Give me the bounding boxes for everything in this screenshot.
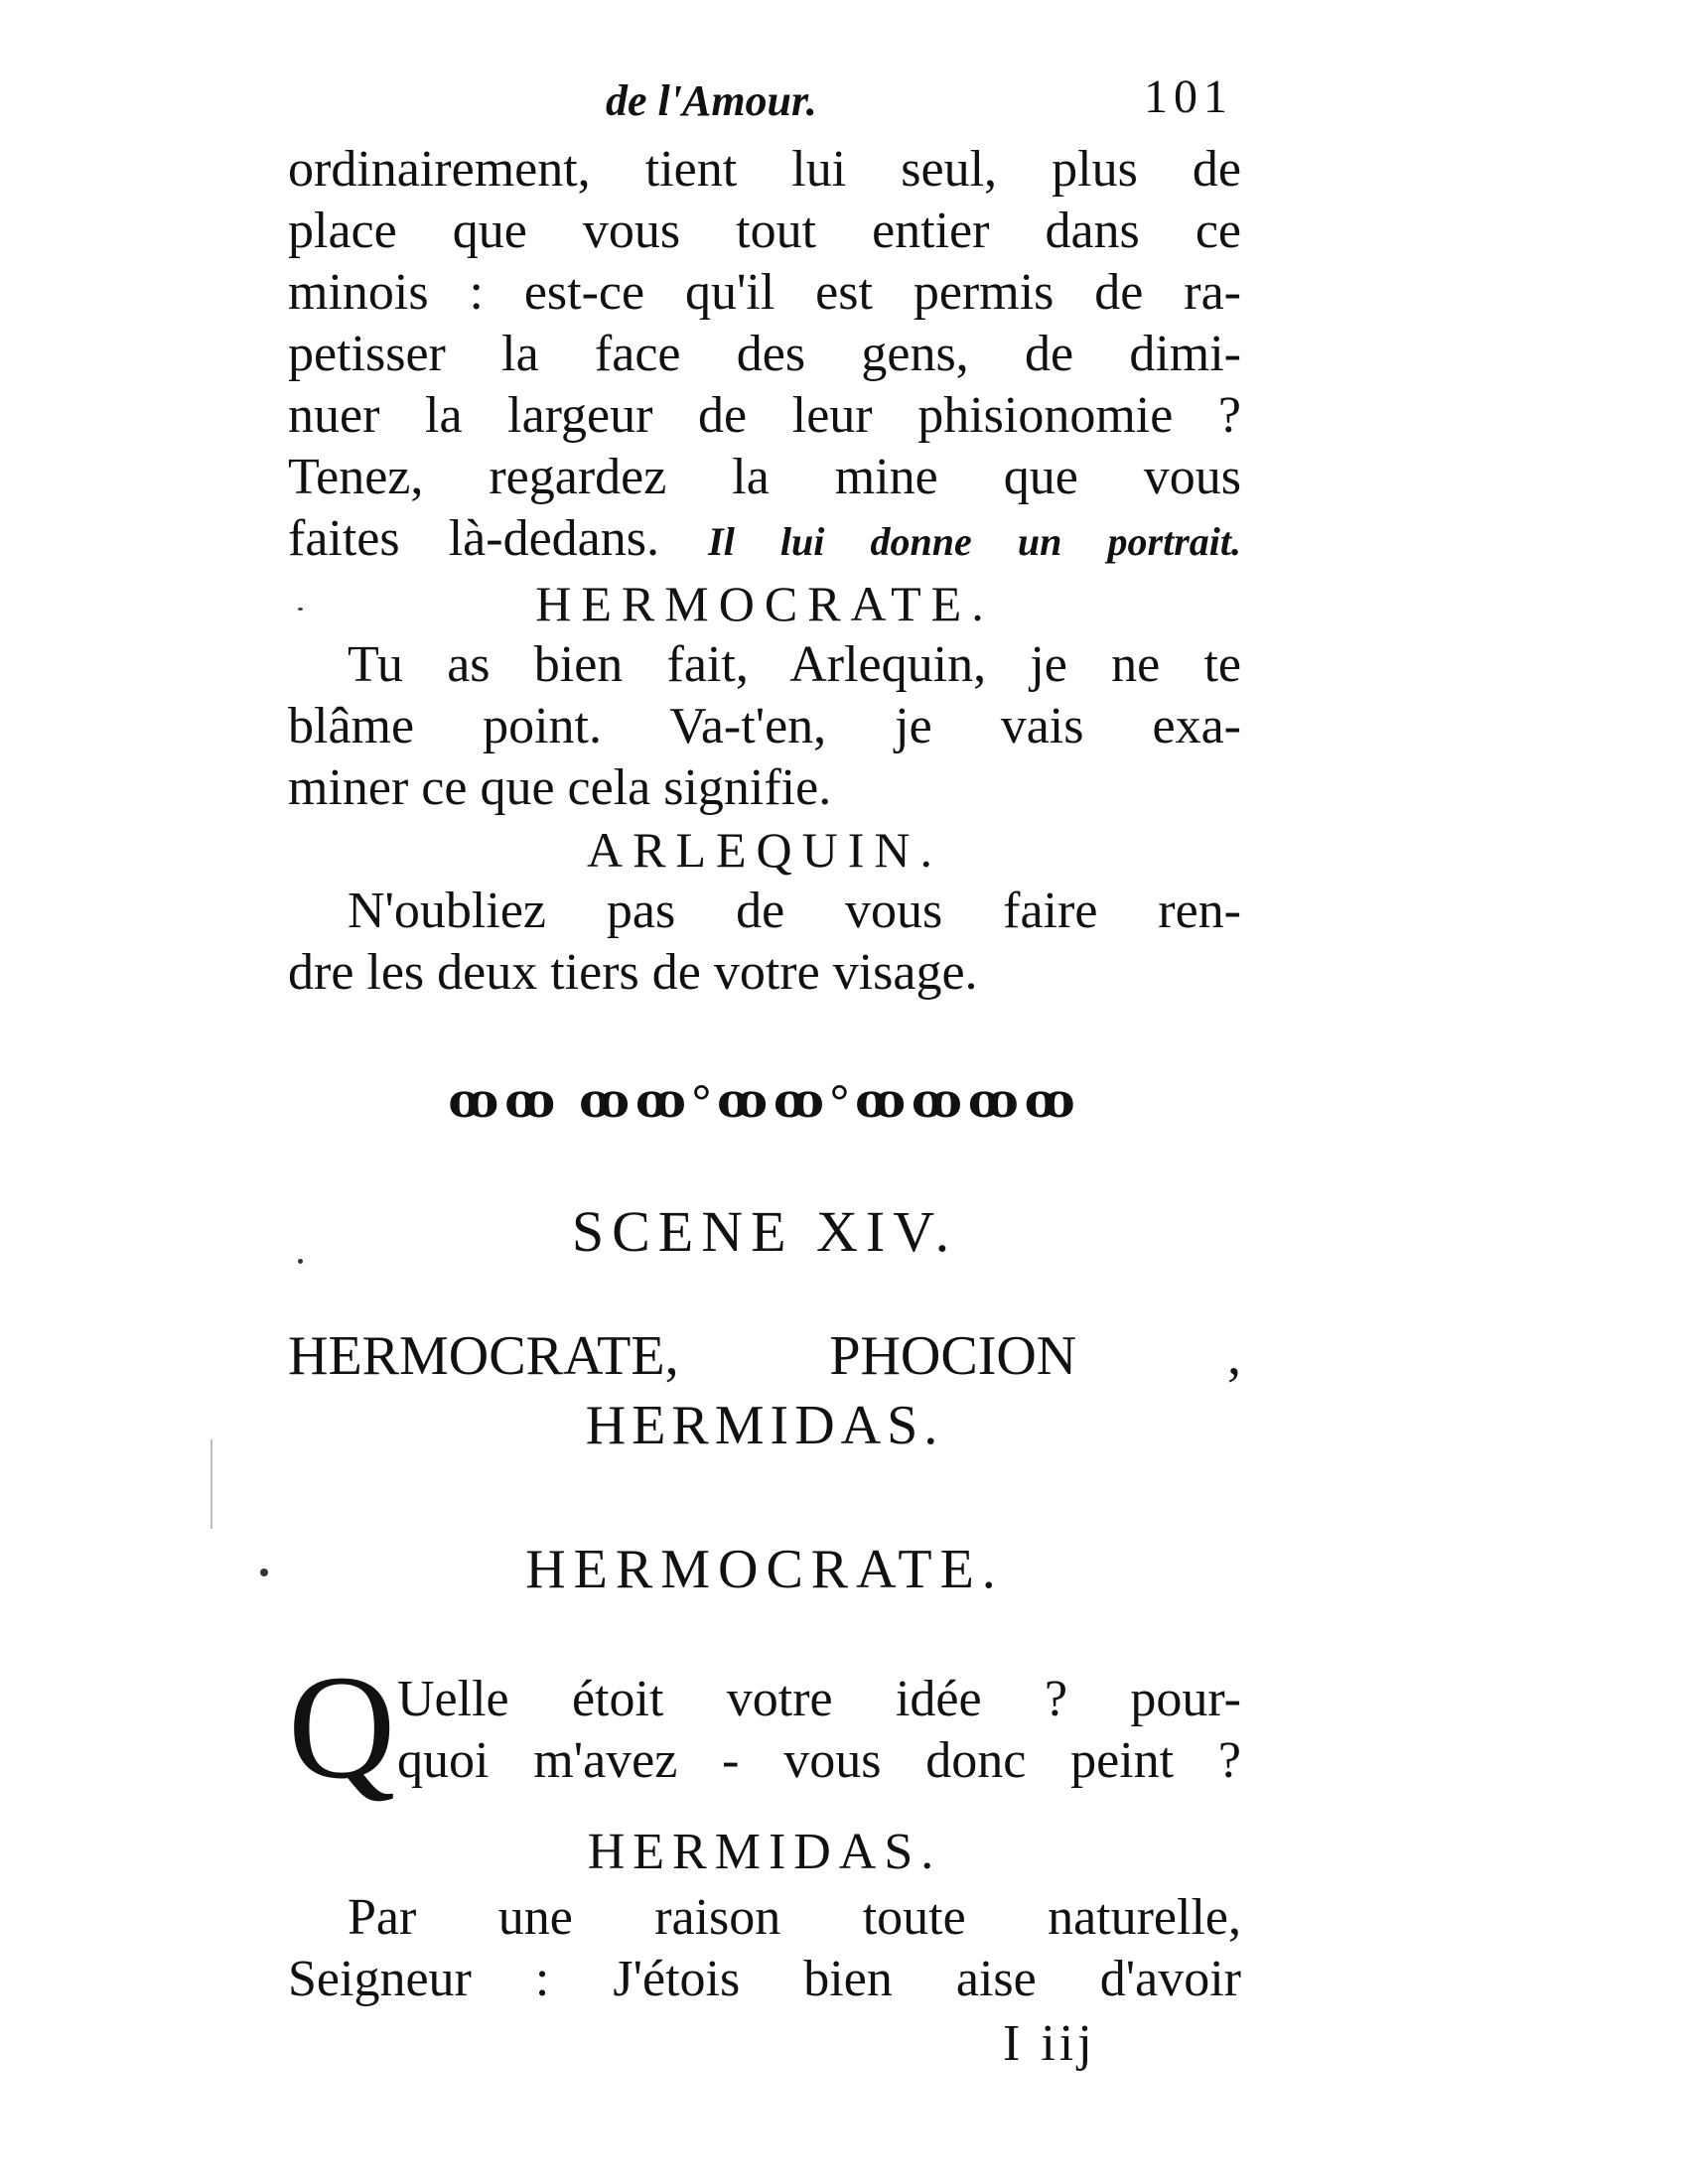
text-line-with-stage-direction bbox=[288, 508, 1241, 573]
scene-title: SCENE XIV. bbox=[571, 1199, 958, 1264]
text-line: Uelle étoit votre idée ? pour- bbox=[397, 1671, 1241, 1727]
text-line: Tenez, regardez la mine que vous bbox=[288, 449, 1241, 505]
running-head bbox=[288, 69, 1241, 139]
cast-line: HERMOCRATE, PHOCION , bbox=[288, 1325, 1241, 1387]
cast-line: HERMIDAS. bbox=[585, 1395, 944, 1456]
book-page bbox=[288, 69, 1241, 2080]
scan-speck bbox=[260, 1569, 268, 1576]
speech-block-dropcap bbox=[288, 1645, 1241, 1810]
text-line: place que vous tout entier dans ce bbox=[288, 203, 1241, 259]
text-line: N'oubliez pas de vous faire ren- bbox=[348, 883, 1241, 939]
text-line: miner ce que cela signifie. bbox=[288, 759, 832, 816]
drop-cap-letter: Q bbox=[288, 1645, 396, 1810]
scan-speck bbox=[298, 1259, 303, 1264]
speaker-name: HERMOCRATE. bbox=[535, 576, 994, 631]
signature-text: I iij bbox=[1003, 2015, 1096, 2072]
text-line: dre les deux tiers de votre visage. bbox=[288, 944, 978, 1001]
text-line: Tu as bien fait, Arlequin, je ne te bbox=[348, 636, 1241, 693]
text-line: nuer la largeur de leur phisionomie ? bbox=[288, 387, 1241, 444]
running-head-title: de l'Amour. bbox=[606, 76, 817, 125]
speaker-name: HERMOCRATE. bbox=[525, 1539, 1004, 1600]
signature-mark bbox=[288, 2010, 1241, 2080]
scan-artifact-line bbox=[211, 1439, 212, 1529]
speech-block bbox=[288, 881, 1241, 1004]
stage-direction: Il lui donne un portrait. bbox=[708, 519, 1241, 564]
speaker-name: HERMIDAS. bbox=[587, 1824, 942, 1880]
speaker-name: ARLEQUIN. bbox=[586, 822, 943, 878]
dropcap-text bbox=[397, 1669, 1241, 1792]
ornament-divider: ꝏꝏ ꝏꝏ°ꝏꝏ°ꝏꝏꝏꝏ bbox=[448, 1075, 1081, 1128]
speech-block bbox=[288, 634, 1241, 819]
text-line: quoi m'avez - vous donc peint ? bbox=[397, 1732, 1241, 1789]
page-number: 101 bbox=[1144, 70, 1233, 123]
text-line: ordinairement, tient lui seul, plus de bbox=[288, 141, 1241, 198]
text-fragment: faites là-dedans. bbox=[288, 510, 659, 567]
scan-speck bbox=[298, 608, 303, 611]
continued-speech bbox=[288, 139, 1241, 573]
text-line: Par une raison toute naturelle, bbox=[348, 1889, 1241, 1946]
text-line: petisser la face des gens, de dimi- bbox=[288, 326, 1241, 382]
text-line: minois : est-ce qu'il est permis de ra- bbox=[288, 264, 1241, 321]
speech-block bbox=[288, 1887, 1241, 2010]
text-line: blâme point. Va-t'en, je vais exa- bbox=[288, 698, 1241, 754]
text-line: Seigneur : J'étois bien aise d'avoir bbox=[288, 1951, 1241, 2007]
scene-cast bbox=[288, 1321, 1241, 1460]
